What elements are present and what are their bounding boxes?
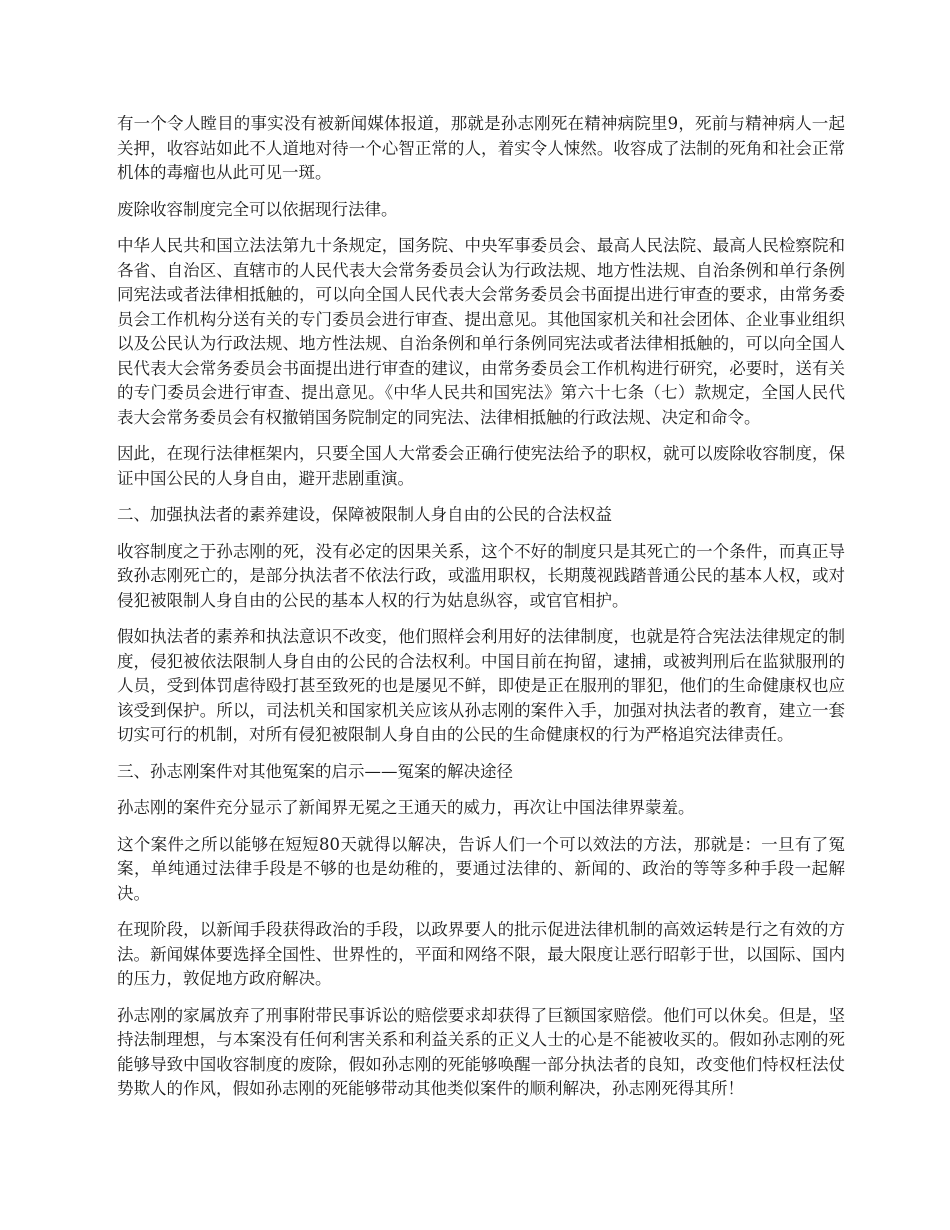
paragraph: 中华人民共和国立法法第九十条规定，国务院、中央军事委员会、最高人民法院、最高人民检察院和各省、自治区、直辖市的人民代表大会常务委员会认为行政法规、地方性法规、自治条例和单行条例同宪法或者法律相抵触的，可以向全国人民代表大会常务委员会书面提出进行审查的要求，由常务委员会工作机构分送有关的专门委员会进行审查、提出意见。其他国家机关和社会团体、企业事业组织以及公民认为行政法规、地方性法规、自治条例和单行条例同宪法或者法律相抵触的，可以向全国人民代表大会常务委员会书面提出进行审查的建议，由常务委员会工作机构进行研究，必要时，送有关的专门委员会进行审查、提出意见。《中华人民共和国宪法》第六十七条（七）款规定，全国人民代表大会常务委员会有权撤销国务院制定的同宪法、法律相抵触的行政法规、决定和命令。 [117, 236, 845, 427]
paragraph: 废除收容制度完全可以依据现行法律。 [117, 199, 398, 219]
paragraph: 孙志刚的家属放弃了刑事附带民事诉讼的赔偿要求却获得了巨额国家赔偿。他们可以休矣。但是，坚持法制理想，与本案没有任何利害关系和利益关系的正义人士的心是不能被收买的。假如孙志刚的死能够导致中国收容制度的废除，假如孙志刚的死能够唤醒一部分执法者的良知，改变他们恃权枉法仗势欺人的作风，假如孙志刚的死能够带动其他类似案件的顺利解决，孙志刚死得其所！ [117, 1005, 845, 1098]
document-body [117, 112, 845, 1114]
paragraph: 这个案件之所以能够在短短80天就得以解决，告诉人们一个可以效法的方法，那就是：一旦有了冤案，单纯通过法律手段是不够的也是幼稚的，要通过法律的、新闻的、政治的等等多种手段一起解决。 [117, 834, 845, 903]
paragraph: 有一个令人瞠目的事实没有被新闻媒体报道，那就是孙志刚死在精神病院里9，死前与精神病人一起关押，收容站如此不人道地对待一个心智正常的人，着实令人悚然。收容成了法制的死角和社会正常机体的毒瘤也从此可见一斑。 [117, 114, 845, 182]
paragraph: 假如执法者的素养和执法意识不改变，他们照样会利用好的法律制度，也就是符合宪法法律规定的制度，侵犯被依法限制人身自由的公民的合法权利。中国目前在拘留，逮捕，或被判刑后在监狱服刑的人员，受到体罚虐待殴打甚至致死的也是屡见不鲜，即使是正在服刑的罪犯，他们的生命健康权也应该受到保护。所以，司法机关和国家机关应该从孙志刚的案件入手，加强对执法者的教育，建立一套切实可行的机制，对所有侵犯被限制人身自由的公民的生命健康权的行为严格追究法律责任。 [117, 627, 845, 744]
paragraph: 孙志刚的案件充分显示了新闻界无冕之王通天的威力，再次让中国法律界蒙羞。 [117, 798, 695, 817]
paragraph: 收容制度之于孙志刚的死，没有必定的因果关系，这个不好的制度只是其死亡的一个条件，而真正导致孙志刚死亡的，是部分执法者不依法行政，或滥用职权，长期蔑视践踏普通公民的基本人权，或对侵犯被限制人身自由的公民的基本人权的行为姑息纵容，或官官相护。 [117, 541, 845, 610]
paragraph: 因此，在现行法律框架内，只要全国人大常委会正确行使宪法给予的职权，就可以废除收容制度，保证中国公民的人身自由，避开悲剧重演。 [117, 444, 845, 488]
paragraph: 在现阶段，以新闻手段获得政治的手段，以政界要人的批示促进法律机制的高效运转是行之有效的方法。新闻媒体要选择全国性、世界性的，平面和网络不限，最大限度让恶行昭彰于世，以国际、国内的压力，敦促地方政府解决。 [117, 920, 845, 988]
section-heading: 二、加强执法者的素养建设，保障被限制人身自由的公民的合法权益 [117, 505, 612, 524]
section-heading: 三、孙志刚案件对其他冤案的启示——冤案的解决途径 [117, 761, 513, 781]
